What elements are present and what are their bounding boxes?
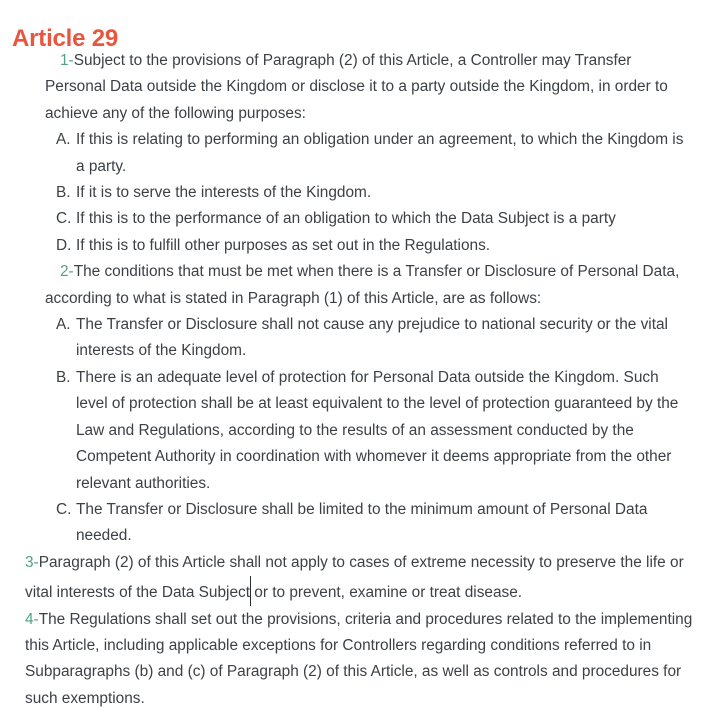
- section-paragraph-4: [0, 607, 711, 713]
- list-item: [0, 365, 711, 497]
- sub-item-list-2: [0, 312, 711, 550]
- sub-item-label: C.: [56, 210, 72, 228]
- sub-item-label: A.: [56, 316, 71, 334]
- sub-item-text: The Transfer or Disclosure shall not cause any prejudice to national security or the vital interests of the Kingdom.: [76, 316, 668, 360]
- sub-item-label: B.: [56, 184, 71, 202]
- list-item: [0, 497, 711, 550]
- sub-item-text: There is an adequate level of protection for Personal Data outside the Kingdom. Such level of protection shall be at least equivalent to the level of protection guaranteed by the Law and Regulations, according to the results of an assessment conducted by the Competent Authority in coordination with whomever it deems appropriate from the other relevant authorities.: [76, 368, 679, 492]
- sub-item-label: C.: [56, 500, 72, 518]
- section-marker-2: 2-: [60, 263, 74, 281]
- section-marker-4: 4-: [25, 610, 39, 628]
- section-marker-3: 3-: [25, 553, 39, 571]
- sub-item-label: D.: [56, 236, 72, 254]
- article-body: [0, 48, 711, 712]
- section-text-2: The conditions that must be met when there is a Transfer or Disclosure of Personal Data, according to what is stated in Paragraph (1) of this Article, are as follows:: [45, 263, 680, 307]
- sub-item-label: A.: [56, 131, 71, 149]
- page-title: Article 29: [12, 25, 119, 53]
- sub-item-list-1: [0, 127, 711, 259]
- section-text-1: Subject to the provisions of Paragraph (2) of this Article, a Controller may Transfer Personal Data outside the Kingdom or disclose it to a party outside the Kingdom, in order to achieve any of the following purposes:: [45, 52, 668, 122]
- sub-item-text: The Transfer or Disclosure shall be limited to the minimum amount of Personal Data needed.: [76, 500, 648, 545]
- sub-item-label: B.: [56, 368, 71, 386]
- list-item: [0, 312, 711, 365]
- list-item: [0, 233, 711, 259]
- sub-item-text: If this is to fulfill other purposes as set out in the Regulations.: [76, 236, 491, 254]
- section-paragraph-3[interactable]: [0, 550, 711, 607]
- list-item: [0, 206, 711, 232]
- section-text-4: The Regulations shall set out the provisions, criteria and procedures related to the implementing this Article, including applicable exceptions for Controllers regarding conditions referred to in Subparagraphs (b) and (c) of Paragraph (2) of this Article, as well as controls and procedures for such exemptions.: [25, 610, 693, 707]
- sub-item-text: If it is to serve the interests of the Kingdom.: [76, 184, 372, 202]
- list-item: [0, 180, 711, 206]
- sub-item-text: If this is relating to performing an obligation under an agreement, to which the Kingdom is a party.: [76, 131, 684, 175]
- sub-item-text: If this is to the performance of an obligation to which the Data Subject is a party: [76, 210, 616, 228]
- section-paragraph-1: [0, 48, 711, 127]
- list-item: [0, 127, 711, 180]
- section-text-3-before-caret: Paragraph (2) of this Article shall not apply to cases of extreme necessity to preserve the life or vital interests of the Data Subject: [25, 553, 684, 602]
- section-text-3-after-caret: or to prevent, examine or treat disease.: [250, 584, 523, 602]
- section-marker-1: 1-: [60, 52, 74, 69]
- section-paragraph-2: [0, 259, 711, 312]
